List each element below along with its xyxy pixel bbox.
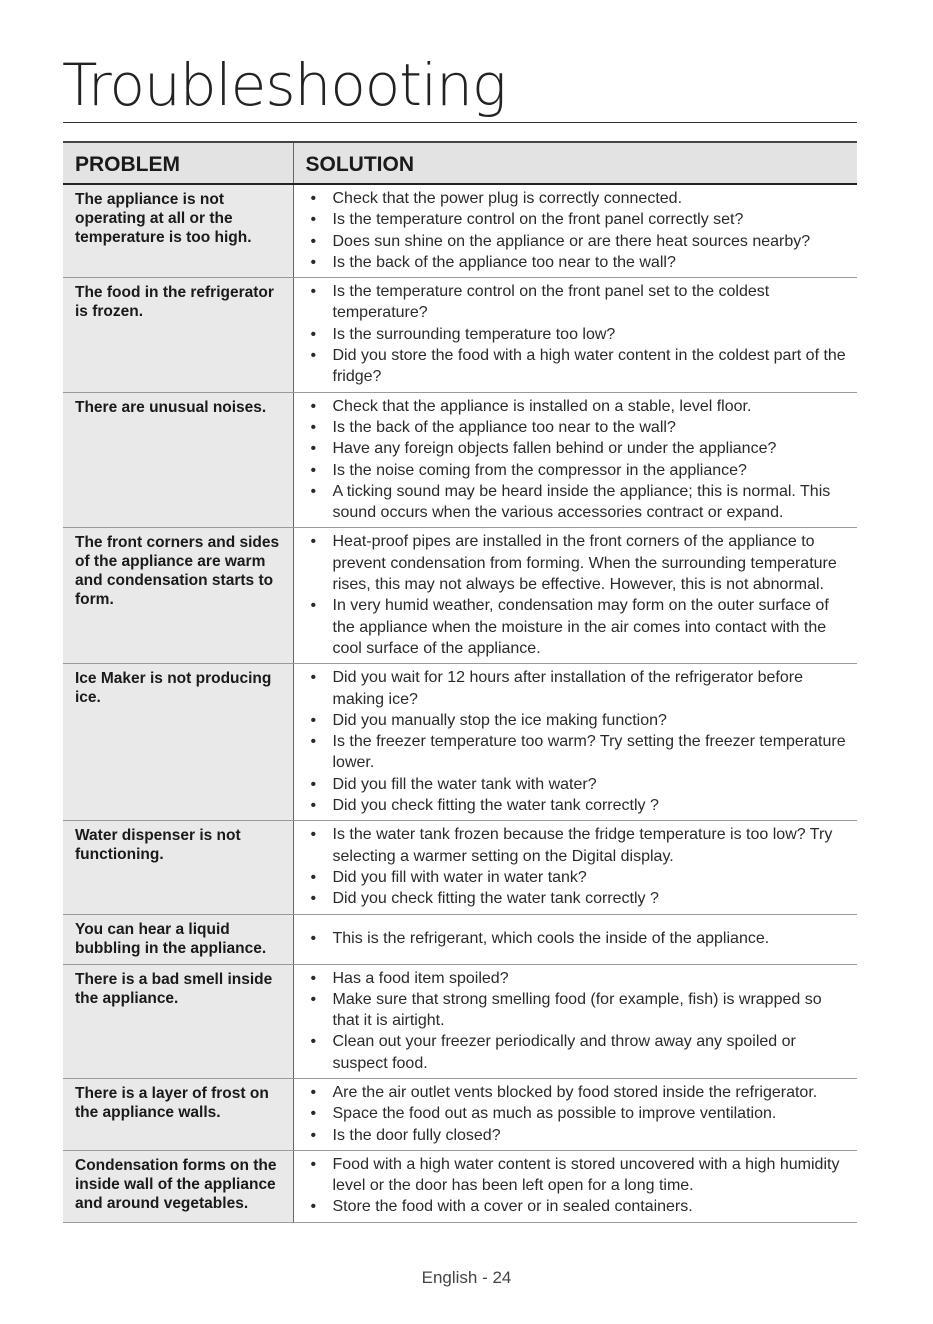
table-row — [63, 528, 857, 664]
solution-list — [308, 667, 850, 816]
problem-cell: You can hear a liquid bubbling in the appliance. — [63, 914, 293, 964]
table-row — [63, 278, 857, 392]
solution-cell — [293, 964, 857, 1078]
solution-item: • Is the noise coming from the compressor in the appliance? — [308, 460, 850, 481]
solution-item: • Did you fill the water tank with water? — [308, 774, 850, 795]
solution-item: • Make sure that strong smelling food (for example, fish) is wrapped so that it is airtight. — [308, 989, 850, 1032]
solution-cell — [293, 528, 857, 664]
table-row — [63, 392, 857, 528]
solution-list — [308, 188, 850, 273]
solution-list — [308, 396, 850, 524]
solution-list — [308, 824, 850, 909]
problem-cell: The food in the refrigerator is frozen. — [63, 278, 293, 392]
problem-cell: Water dispenser is not functioning. — [63, 821, 293, 914]
solution-item: • This is the refrigerant, which cools the inside of the appliance. — [308, 928, 850, 949]
solution-item: • Is the temperature control on the front panel correctly set? — [308, 209, 850, 230]
solution-list — [308, 928, 850, 949]
solution-list — [308, 1154, 850, 1218]
page-footer: English - 24 — [421, 1268, 512, 1287]
problem-cell: There are unusual noises. — [63, 392, 293, 528]
table-body — [63, 184, 857, 1222]
solution-list — [308, 281, 850, 387]
problem-column-header: PROBLEM — [63, 142, 293, 184]
solution-item: • Is the temperature control on the front panel set to the coldest temperature? — [308, 281, 850, 324]
solution-item: • Did you check fitting the water tank correctly ? — [308, 888, 850, 909]
title-divider — [63, 122, 857, 123]
solution-item: • Heat-proof pipes are installed in the front corners of the appliance to prevent condensation from forming. When the surrounding temperature rises, this may not always be effective. However, this is not abnormal. — [308, 531, 850, 595]
solution-column-header: SOLUTION — [293, 142, 857, 184]
problem-cell: The front corners and sides of the appliance are warm and condensation starts to form. — [63, 528, 293, 664]
solution-item: • Is the water tank frozen because the fridge temperature is too low? Try selecting a warmer setting on the Digital display. — [308, 824, 850, 867]
solution-item: • Clean out your freezer periodically and throw away any spoiled or suspect food. — [308, 1031, 850, 1074]
problem-cell: Ice Maker is not producing ice. — [63, 664, 293, 821]
table-header-row — [63, 142, 857, 184]
solution-list — [308, 531, 850, 659]
solution-item: • Has a food item spoiled? — [308, 968, 850, 989]
solution-item: • Does sun shine on the appliance or are there heat sources nearby? — [308, 231, 850, 252]
solution-cell — [293, 821, 857, 914]
solution-item: • Is the door fully closed? — [308, 1125, 850, 1146]
solution-item: • Did you fill with water in water tank? — [308, 867, 850, 888]
table-row — [63, 964, 857, 1078]
solution-item: • Store the food with a cover or in sealed containers. — [308, 1196, 850, 1217]
solution-item: • A ticking sound may be heard inside the appliance; this is normal. This sound occurs when the various accessories contract or expand. — [308, 481, 850, 524]
problem-cell: Condensation forms on the inside wall of the appliance and around vegetables. — [63, 1150, 293, 1222]
solution-item: • Check that the power plug is correctly connected. — [308, 188, 850, 209]
solution-cell — [293, 184, 857, 278]
problem-cell: The appliance is not operating at all or the temperature is too high. — [63, 184, 293, 278]
solution-item: • Is the freezer temperature too warm? Try setting the freezer temperature lower. — [308, 731, 850, 774]
table-row — [63, 914, 857, 964]
troubleshooting-table — [63, 141, 857, 1223]
solution-item: • Are the air outlet vents blocked by food stored inside the refrigerator. — [308, 1082, 850, 1103]
solution-list — [308, 968, 850, 1074]
solution-cell — [293, 278, 857, 392]
solution-list — [308, 1082, 850, 1146]
solution-cell — [293, 914, 857, 964]
solution-item: • Did you manually stop the ice making function? — [308, 710, 850, 731]
solution-cell — [293, 1150, 857, 1222]
solution-item: • Food with a high water content is stored uncovered with a high humidity level or the door has been left open for a long time. — [308, 1154, 850, 1197]
solution-item: • Is the back of the appliance too near to the wall? — [308, 252, 850, 273]
solution-item: • Did you check fitting the water tank correctly ? — [308, 795, 850, 816]
solution-item: • Is the back of the appliance too near to the wall? — [308, 417, 850, 438]
page-title: Troubleshooting — [62, 51, 506, 119]
table-row — [63, 1150, 857, 1222]
solution-item: • Did you wait for 12 hours after installation of the refrigerator before making ice? — [308, 667, 850, 710]
solution-item: • In very humid weather, condensation may form on the outer surface of the appliance when the moisture in the air comes into contact with the cool surface of the appliance. — [308, 595, 850, 659]
problem-cell: There is a layer of frost on the appliance walls. — [63, 1078, 293, 1150]
table-row — [63, 1078, 857, 1150]
solution-item: • Space the food out as much as possible to improve ventilation. — [308, 1103, 850, 1124]
table-row — [63, 664, 857, 821]
solution-cell — [293, 664, 857, 821]
solution-item: • Have any foreign objects fallen behind or under the appliance? — [308, 438, 850, 459]
solution-cell — [293, 392, 857, 528]
solution-item: • Check that the appliance is installed on a stable, level floor. — [308, 396, 850, 417]
problem-cell: There is a bad smell inside the appliance. — [63, 964, 293, 1078]
solution-cell — [293, 1078, 857, 1150]
table-row — [63, 821, 857, 914]
solution-item: • Did you store the food with a high water content in the coldest part of the fridge? — [308, 345, 850, 388]
solution-item: • Is the surrounding temperature too low? — [308, 324, 850, 345]
table-row — [63, 184, 857, 278]
